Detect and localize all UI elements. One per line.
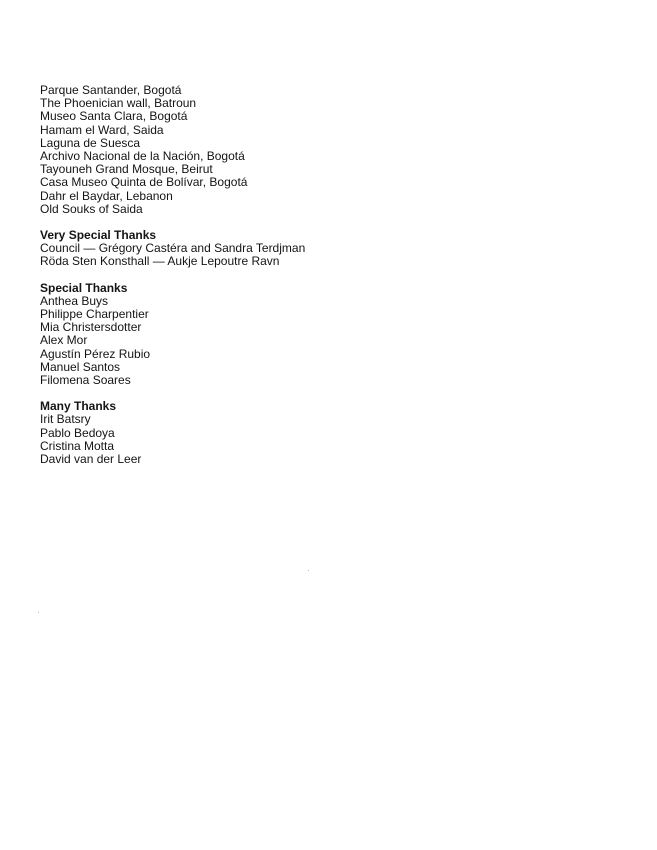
very-special-thanks-heading: Very Special Thanks — [40, 228, 157, 243]
thanks-item: Filomena Soares — [40, 373, 131, 388]
location-item: Archivo Nacional de la Nación, Bogotá — [40, 149, 245, 164]
thanks-item: Pablo Bedoya — [40, 425, 115, 440]
thanks-item: Cristina Motta — [40, 438, 115, 453]
location-item: Dahr el Baydar, Lebanon — [40, 188, 173, 203]
special-thanks-section — [40, 282, 600, 388]
special-thanks-heading: Special Thanks — [40, 280, 128, 295]
location-item: Tayouneh Grand Mosque, Beirut — [40, 162, 213, 177]
thanks-item: Agustín Pérez Rubio — [40, 346, 151, 361]
scan-speck — [38, 612, 39, 613]
thanks-item: Anthea Buys — [40, 293, 109, 308]
location-item: Old Souks of Saida — [40, 201, 143, 216]
locations-section — [40, 84, 600, 216]
thanks-item: Röda Sten Konsthall — Aukje Lepoutre Ravn — [40, 254, 280, 269]
credits-list — [40, 84, 600, 466]
thanks-item: Council — Grégory Castéra and Sandra Terdjman — [40, 241, 306, 256]
many-thanks-heading: Many Thanks — [40, 399, 117, 414]
location-item: Casa Museo Quinta de Bolívar, Bogotá — [40, 175, 248, 190]
location-item: The Phoenician wall, Batroun — [40, 96, 197, 111]
location-item: Hamam el Ward, Saida — [40, 122, 164, 137]
many-thanks-section — [40, 400, 600, 466]
very-special-thanks-section — [40, 229, 600, 269]
thanks-item: David van der Leer — [40, 452, 142, 467]
scan-speck — [308, 570, 309, 571]
location-item: Parque Santander, Bogotá — [40, 83, 182, 97]
location-item: Museo Santa Clara, Bogotá — [40, 109, 188, 124]
thanks-item: Irit Batsry — [40, 412, 91, 427]
thanks-item: Alex Mor — [40, 333, 88, 348]
thanks-item: Manuel Santos — [40, 359, 121, 374]
location-item: Laguna de Suesca — [40, 135, 141, 150]
thanks-item: Mia Christersdotter — [40, 320, 142, 335]
thanks-item: Philippe Charpentier — [40, 307, 149, 322]
